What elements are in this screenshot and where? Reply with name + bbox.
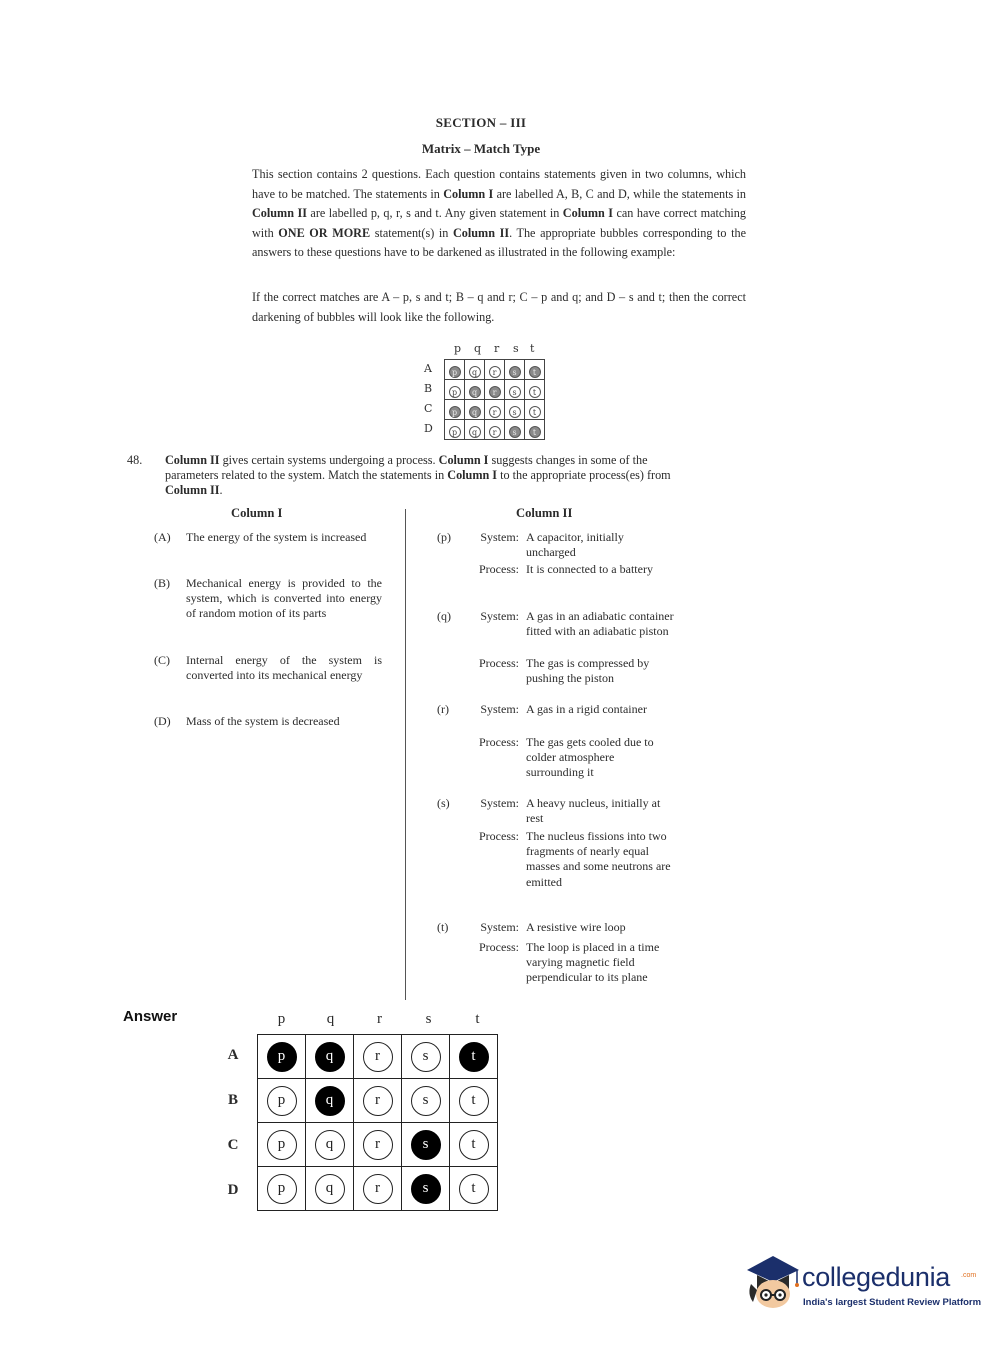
- example-bubble: r: [489, 386, 501, 398]
- answer-grid-cell: [450, 1123, 498, 1167]
- answer-grid-row: [258, 1123, 498, 1167]
- example-bubble-grid: [424, 342, 545, 440]
- answer-col-head: s: [425, 1011, 432, 1027]
- example-grid-cell: [445, 420, 465, 440]
- brand-dotcom: .com: [961, 1272, 977, 1279]
- example-col-head: s: [513, 342, 519, 355]
- answer-grid: [257, 1034, 498, 1211]
- process-key: Process:: [479, 735, 519, 749]
- question-text: Column II gives certain systems undergoing a process. Column I suggests changes in some of the parameters related to the system. Match the statements in Column I to the appropriate process(es) from Column II.: [165, 453, 671, 498]
- system-text: A heavy nucleus, initially at rest: [526, 796, 661, 826]
- answer-grid-cell: [258, 1123, 306, 1167]
- answer-grid-cell: [450, 1167, 498, 1211]
- answer-bubble[interactable]: s: [411, 1042, 441, 1072]
- example-grid-cell: [465, 360, 485, 380]
- answer-bubble[interactable]: s: [411, 1086, 441, 1116]
- section-title: SECTION – III: [435, 115, 527, 130]
- column1-item-text: The energy of the system is increased: [186, 530, 367, 544]
- example-bubble: t: [529, 366, 541, 378]
- example-bubble: t: [529, 386, 541, 398]
- example-bubble: r: [489, 406, 501, 418]
- example-grid-row: [445, 360, 545, 380]
- answer-grid-cell: [450, 1079, 498, 1123]
- answer-grid-cell: [402, 1079, 450, 1123]
- example-grid-cell: [485, 360, 505, 380]
- example-bubble: q: [469, 366, 481, 378]
- column2-item-label: (t): [437, 920, 449, 934]
- example-bubble: s: [509, 366, 521, 378]
- example-grid-cell: [445, 400, 465, 420]
- column2-item-label: (p): [437, 530, 451, 544]
- column2-item-label: (r): [437, 702, 449, 716]
- system-text: A gas in a rigid container: [526, 702, 647, 716]
- example-grid-cell: [485, 400, 505, 420]
- answer-bubble[interactable]: q: [315, 1042, 345, 1072]
- answer-col-head: p: [277, 1011, 286, 1027]
- column1-item-label: (B): [154, 576, 170, 590]
- answer-grid-row: [258, 1167, 498, 1211]
- system-text: A resistive wire loop: [526, 920, 626, 934]
- column1-item-text: Internal energy of the system is converted into its mechanical energy: [186, 653, 382, 683]
- example-grid-cell: [465, 400, 485, 420]
- answer-bubble[interactable]: t: [459, 1130, 489, 1160]
- answer-grid-cell: [306, 1079, 354, 1123]
- answer-bubble[interactable]: s: [411, 1130, 441, 1160]
- example-grid-row: [445, 400, 545, 420]
- system-text: A capacitor, initially uncharged: [526, 530, 624, 560]
- example-grid-row: [445, 420, 545, 440]
- example-col-head: t: [530, 342, 535, 355]
- answer-bubble[interactable]: q: [315, 1086, 345, 1116]
- example-grid-cell: [485, 420, 505, 440]
- example-grid-cell: [505, 380, 525, 400]
- answer-bubble[interactable]: p: [267, 1130, 297, 1160]
- example-grid-row: [445, 380, 545, 400]
- answer-grid-cell: [258, 1079, 306, 1123]
- answer-col-head: q: [326, 1011, 335, 1027]
- answer-grid-row: [258, 1035, 498, 1079]
- example-bubble: s: [509, 406, 521, 418]
- answer-bubble[interactable]: p: [267, 1174, 297, 1204]
- column-divider: [405, 509, 406, 1000]
- process-text: The gas gets cooled due to colder atmosphere surrounding it: [526, 735, 654, 780]
- brand-tagline: India's largest Student Review Platform: [803, 1297, 982, 1308]
- example-grid-cell: [445, 360, 465, 380]
- process-text: The loop is placed in a time varying magnetic field perpendicular to its plane: [526, 940, 660, 985]
- example-col-head: r: [494, 342, 500, 355]
- answer-bubble[interactable]: p: [267, 1086, 297, 1116]
- system-key: System:: [480, 609, 519, 623]
- example-bubble: q: [469, 386, 481, 398]
- answer-grid-cell: [402, 1123, 450, 1167]
- column1-item-label: (D): [154, 714, 171, 728]
- intro-paragraph: This section contains 2 questions. Each question contains statements given in two columns, which have to be matched. The statements in Column I are labelled A, B, C and D, while the statements in Column II are labelled p, q, r, s and t. Any given statement in Column I can have correct matching with ONE OR MORE statement(s) in Column II. The appropriate bubbles corresponding to the answers to these questions have to be darkened as illustrated in the following example:: [252, 167, 746, 260]
- example-row-label: B: [424, 382, 433, 395]
- answer-grid-cell: [306, 1167, 354, 1211]
- column1-heading: Column I: [231, 506, 283, 520]
- example-row-label: C: [424, 402, 433, 415]
- column2-item-label: (s): [437, 796, 450, 810]
- example-grid-cell: [505, 400, 525, 420]
- answer-grid-cell: [402, 1035, 450, 1079]
- example-bubble: r: [489, 426, 501, 438]
- example-grid-cell: [465, 420, 485, 440]
- answer-row-label: D: [227, 1182, 239, 1198]
- system-key: System:: [480, 796, 519, 810]
- answer-grid-cell: [354, 1079, 402, 1123]
- example-grid-cell: [525, 380, 545, 400]
- process-key: Process:: [479, 940, 519, 954]
- answer-grid-cell: [306, 1123, 354, 1167]
- column1-item-text: Mass of the system is decreased: [186, 714, 340, 728]
- example-row-label: A: [424, 362, 432, 375]
- example-grid-cell: [505, 420, 525, 440]
- example-bubble: q: [469, 426, 481, 438]
- example-grid-cell: [465, 380, 485, 400]
- answer-row-label: C: [227, 1137, 239, 1153]
- answer-grid-cell: [258, 1167, 306, 1211]
- answer-grid-cell: [258, 1035, 306, 1079]
- answer-grid-row: [258, 1079, 498, 1123]
- example-grid-cell: [485, 380, 505, 400]
- answer-bubble[interactable]: r: [363, 1174, 393, 1204]
- example-grid-cell: [445, 380, 465, 400]
- example-bubble: q: [469, 406, 481, 418]
- column2-heading: Column II: [516, 506, 573, 520]
- answer-grid-cell: [402, 1167, 450, 1211]
- answer-col-head: t: [475, 1011, 480, 1027]
- answer-bubble[interactable]: q: [315, 1130, 345, 1160]
- answer-grid-cell: [354, 1123, 402, 1167]
- example-grid-cell: [525, 420, 545, 440]
- example-bubble: t: [529, 426, 541, 438]
- brand-name: collegedunia: [802, 1262, 951, 1292]
- answer-bubble[interactable]: q: [315, 1174, 345, 1204]
- column1-item-label: (A): [154, 530, 171, 544]
- example-bubble: r: [489, 366, 501, 378]
- system-key: System:: [480, 530, 519, 544]
- answer-bubble[interactable]: t: [459, 1174, 489, 1204]
- process-text: It is connected to a battery: [526, 562, 653, 576]
- answer-col-head: r: [377, 1011, 382, 1027]
- answer-label: Answer: [123, 1008, 178, 1025]
- collegedunia-logo-mascot: [743, 1250, 803, 1312]
- answer-bubble[interactable]: s: [411, 1174, 441, 1204]
- process-text: The nucleus fissions into two fragments of nearly equal masses and some neutrons are emitted: [526, 829, 671, 889]
- answer-bubble[interactable]: r: [363, 1042, 393, 1072]
- answer-grid-cell: [354, 1167, 402, 1211]
- answer-bubble[interactable]: p: [267, 1042, 297, 1072]
- process-key: Process:: [479, 656, 519, 670]
- answer-bubble[interactable]: t: [459, 1042, 489, 1072]
- answer-grid-cell: [354, 1035, 402, 1079]
- example-grid-cell: [525, 360, 545, 380]
- example-grid-cell: [505, 360, 525, 380]
- system-text: A gas in an adiabatic container fitted with an adiabatic piston: [526, 609, 674, 639]
- example-bubble: p: [449, 386, 461, 398]
- example-bubble: p: [449, 426, 461, 438]
- example-bubble: t: [529, 406, 541, 418]
- answer-row-label: A: [227, 1047, 239, 1063]
- answer-row-label: B: [227, 1092, 238, 1108]
- system-key: System:: [480, 702, 519, 716]
- example-col-head: p: [454, 342, 462, 355]
- example-bubble: s: [509, 426, 521, 438]
- column1-item-label: (C): [154, 653, 170, 667]
- answer-grid-cell: [306, 1035, 354, 1079]
- section-subtitle: Matrix – Match Type: [421, 141, 541, 156]
- example-bubble: p: [449, 366, 461, 378]
- answer-bubble[interactable]: r: [363, 1086, 393, 1116]
- example-paragraph: If the correct matches are A – p, s and t; B – q and r; C – p and q; and D – s and t; then the correct darkening of bubbles will look like the following.: [252, 290, 746, 324]
- answer-bubble[interactable]: t: [459, 1086, 489, 1116]
- example-col-head: q: [474, 342, 482, 355]
- column2-item-label: (q): [437, 609, 451, 623]
- example-grid-cell: [525, 400, 545, 420]
- process-key: Process:: [479, 829, 519, 843]
- column1-item-text: Mechanical energy is provided to the system, which is converted into energy of random motion of its parts: [186, 576, 382, 621]
- example-bubble: p: [449, 406, 461, 418]
- process-text: The gas is compressed by pushing the piston: [526, 656, 650, 686]
- answer-grid-cell: [450, 1035, 498, 1079]
- question-number: 48.: [127, 453, 143, 467]
- example-bubble: s: [509, 386, 521, 398]
- example-grid-table: [444, 359, 545, 440]
- example-row-label: D: [424, 422, 433, 435]
- answer-bubble[interactable]: r: [363, 1130, 393, 1160]
- process-key: Process:: [479, 562, 519, 576]
- system-key: System:: [480, 920, 519, 934]
